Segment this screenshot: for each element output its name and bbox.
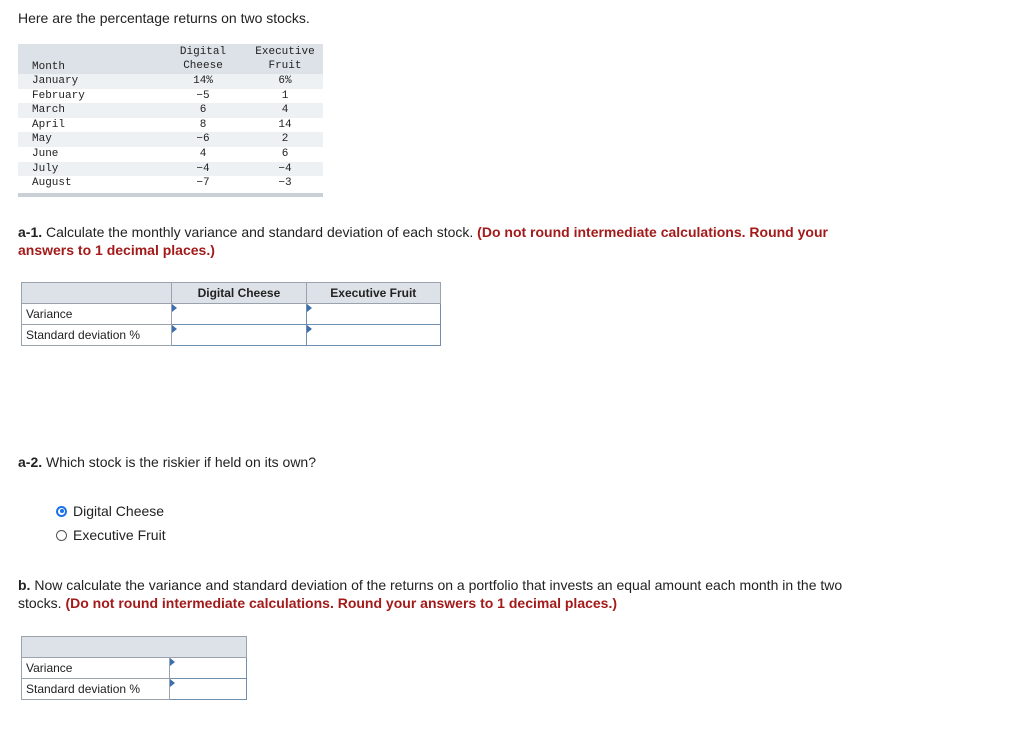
- question-a1: a-1. Calculate the monthly variance and standard deviation of each stock. (Do not round intermediate calculations. Round your answers to 1 decimal places.): [18, 224, 828, 258]
- answer-flag-icon: [172, 325, 177, 333]
- radio-label: Digital Cheese: [73, 503, 165, 519]
- answer-flag-icon: [170, 679, 175, 687]
- radio-digital-cheese[interactable]: [56, 503, 164, 519]
- executive-fruit-header: Executive Fruit: [255, 46, 315, 72]
- table-row: February −5 1: [32, 89, 289, 102]
- table-row: May −6 2: [18, 132, 323, 147]
- ef-sd-input[interactable]: [306, 325, 440, 346]
- grid-corner: [22, 283, 172, 304]
- table-bottom-rule: [18, 193, 323, 197]
- row-label-variance: Variance: [22, 304, 172, 325]
- b-answer-grid: [21, 636, 247, 700]
- dc-variance-input[interactable]: [172, 304, 306, 325]
- returns-table: [18, 44, 323, 197]
- row-label-sd: Standard deviation %: [22, 325, 172, 346]
- dc-sd-input[interactable]: [172, 325, 306, 346]
- question-b: b. Now calculate the variance and standard deviation of the returns on a portfolio that invests an equal amount each month in the two stocks. (Do not round intermediate calculations. Round your answers to 1 decimal places.): [18, 577, 843, 611]
- portfolio-variance-input[interactable]: [169, 658, 246, 679]
- table-row: July −4 −4: [18, 162, 323, 177]
- radio-unselected-icon[interactable]: [56, 530, 67, 541]
- radio-executive-fruit[interactable]: [56, 527, 166, 543]
- returns-table-header: [18, 44, 323, 74]
- intro-text: Here are the percentage returns on two stocks.: [18, 10, 310, 26]
- row-label-sd: Standard deviation %: [22, 679, 170, 700]
- table-row: March 6 4: [18, 103, 323, 118]
- radio-label: Executive Fruit: [73, 527, 166, 543]
- digital-cheese-header: Digital Cheese: [179, 46, 227, 72]
- ef-variance-input[interactable]: [306, 304, 440, 325]
- portfolio-sd-input[interactable]: [169, 679, 246, 700]
- grid-header: [22, 637, 247, 658]
- radio-selected-icon[interactable]: [56, 506, 67, 517]
- month-header: Month: [32, 61, 66, 73]
- answer-flag-icon: [307, 325, 312, 333]
- col-header-executive-fruit: Executive Fruit: [306, 283, 440, 304]
- answer-flag-icon: [172, 304, 177, 312]
- col-header-digital-cheese: Digital Cheese: [172, 283, 306, 304]
- row-label-variance: Variance: [22, 658, 170, 679]
- table-row: June 4 6: [32, 147, 289, 160]
- answer-flag-icon: [307, 304, 312, 312]
- answer-flag-icon: [170, 658, 175, 666]
- table-row: January 14% 6%: [18, 74, 323, 89]
- question-a2: a-2. Which stock is the riskier if held on its own?: [18, 454, 317, 470]
- table-row: August −7 −3: [32, 177, 292, 190]
- table-row: April 8 14: [32, 118, 292, 131]
- a1-answer-grid: [21, 282, 441, 346]
